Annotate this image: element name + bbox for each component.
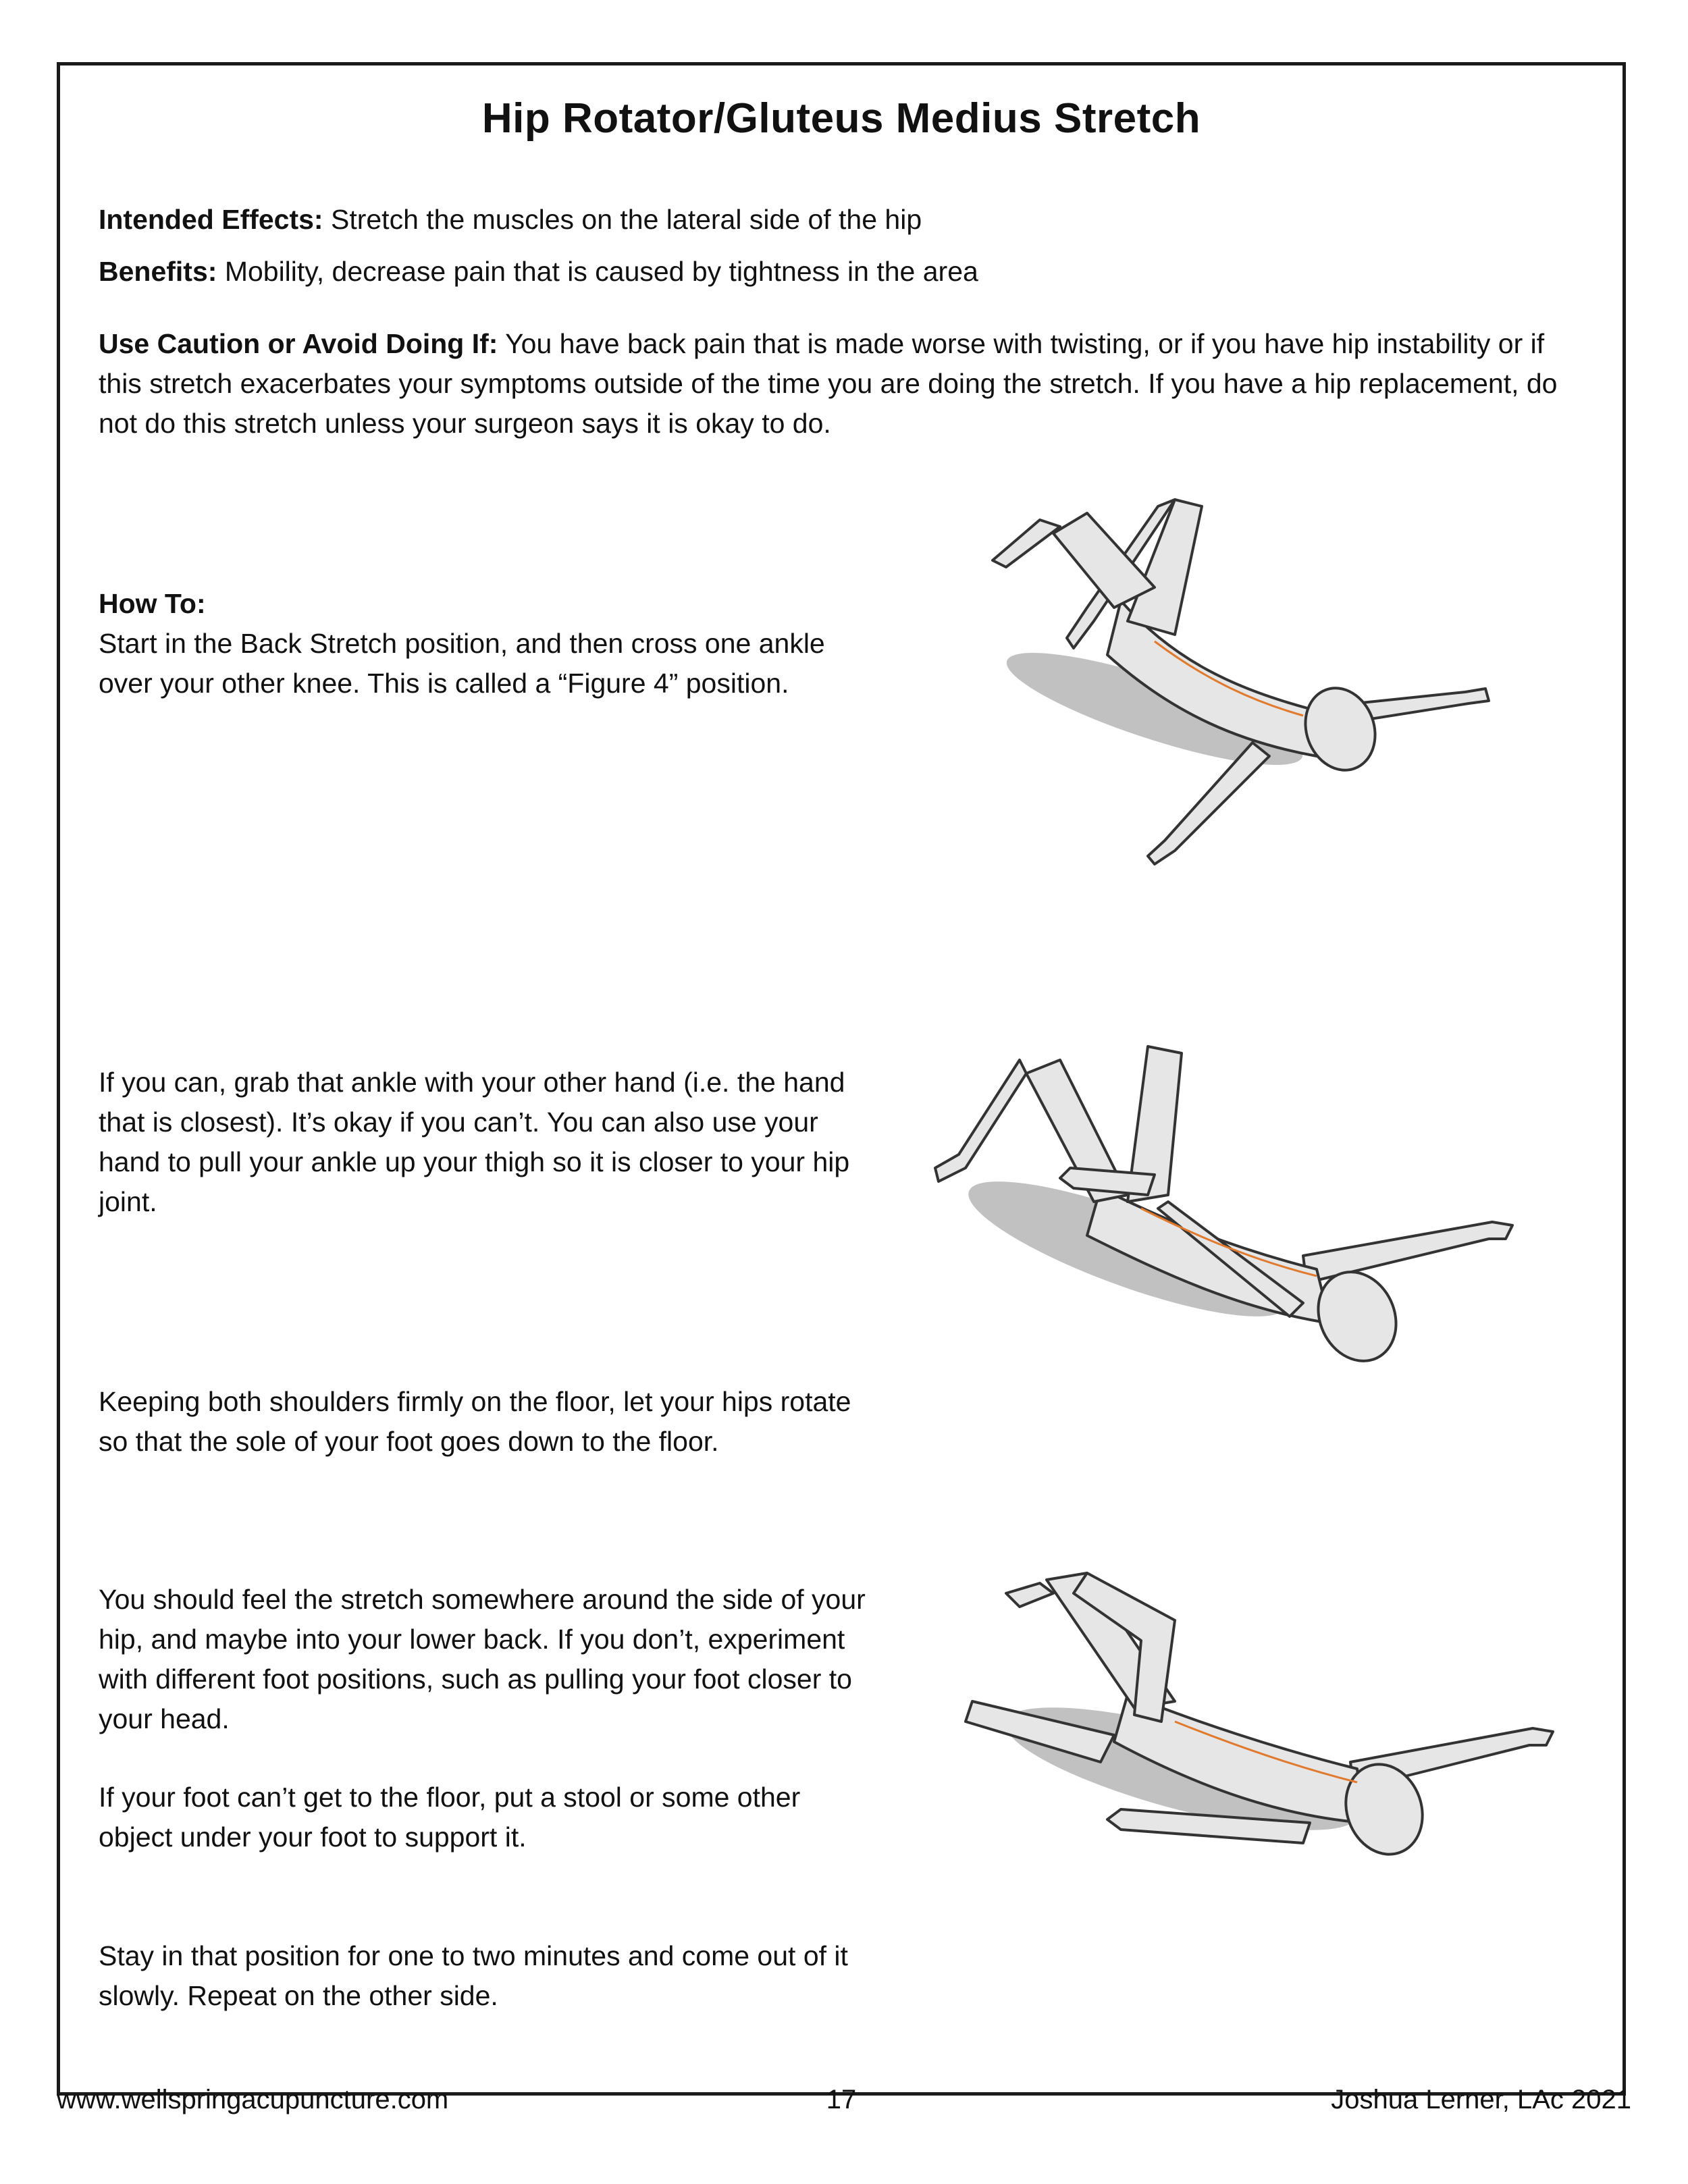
how-to-step-5: If your foot can’t get to the floor, put a stool or some other object under your foot to support it.	[99, 1782, 801, 1853]
hip-rotation-illustration	[959, 1566, 1566, 1965]
caution-label: Use Caution or Avoid Doing If:	[99, 328, 498, 359]
grab-ankle-illustration	[925, 1033, 1546, 1438]
intended-effects-label: Intended Effects:	[99, 204, 323, 235]
footer-author: Joshua Lerner, LAc 2021	[1331, 2085, 1631, 2114]
intended-effects-text: Stretch the muscles on the lateral side of the hip	[323, 204, 922, 235]
benefits-label: Benefits:	[99, 256, 217, 287]
caution-text: You have back pain that is made worse with twisting, or if you have hip instability or if this stretch exacerbates your symptoms outside of the time you are doing the stretch. If you have a hip replacement, do not do this stretch unless your surgeon says it is okay to do.	[99, 328, 1558, 439]
how-to-block	[99, 584, 875, 703]
how-to-step-1: Start in the Back Stretch position, and then cross one ankle over your other knee. This is called a “Figure 4” position.	[99, 628, 825, 699]
caution-paragraph	[99, 324, 1591, 444]
how-to-heading: How To:	[99, 588, 206, 619]
benefits-paragraph	[99, 252, 1591, 292]
intended-effects-paragraph	[99, 200, 1591, 240]
figure-4-position-illustration	[952, 486, 1526, 918]
page-title: Hip Rotator/Gluteus Medius Stretch	[481, 95, 1201, 142]
footer-website: www.wellspringacupuncture.com	[57, 2085, 449, 2114]
how-to-step-4: You should feel the stretch somewhere around the side of your hip, and maybe into your lower back. If you don’t, experiment with different foot positions, such as pulling your foot closer to your head.	[99, 1584, 866, 1734]
footer-page-number: 17	[826, 2085, 857, 2114]
how-to-step-3: Keeping both shoulders firmly on the floor, let your hips rotate so that the sole of your foot goes down to the floor.	[99, 1386, 851, 1457]
benefits-text: Mobility, decrease pain that is caused by tightness in the area	[217, 256, 978, 287]
how-to-step-6: Stay in that position for one to two minutes and come out of it slowly. Repeat on the other side.	[99, 1940, 848, 2011]
how-to-step-2: If you can, grab that ankle with your other hand (i.e. the hand that is closest). It’s okay if you can’t. You can also use your hand to pull your ankle up your thigh so it is closer to your hip joint.	[99, 1067, 850, 1217]
